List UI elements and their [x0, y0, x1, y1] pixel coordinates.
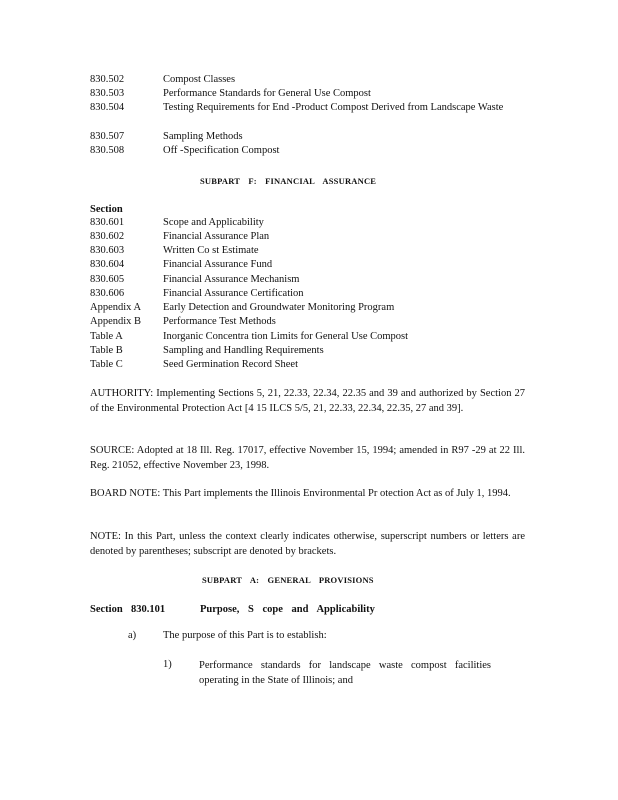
toc-title: Financial Assurance Certification	[163, 288, 304, 299]
toc-title: Financial Assurance Plan	[163, 231, 270, 242]
toc-number: Table C	[90, 359, 123, 370]
toc-title: Compost Classes	[163, 74, 236, 85]
toc-number: 830.502	[90, 74, 125, 85]
toc-title: Written Co st Estimate	[163, 245, 259, 256]
toc-number: 830.504	[90, 102, 125, 113]
source-paragraph: SOURCE: Adopted at 18 Ill. Reg. 17017, effective November 15, 1994; amended in R97 -29 at 22 Ill. Reg. 21052, effective November 23, 1998.	[90, 445, 525, 471]
toc-number: 830.604	[90, 259, 125, 270]
toc-title: Early Detection and Groundwater Monitoring Program	[163, 302, 395, 313]
subpart-f-heading: SUBPART F: FINANCIAL ASSURANCE	[200, 176, 377, 186]
section-label: Section	[90, 204, 123, 215]
toc-number: Table B	[90, 345, 123, 356]
toc-title: Scope and Applicability	[163, 217, 264, 228]
toc-title: Financial Assurance Mechanism	[163, 274, 300, 285]
toc-title: Sampling and Handling Requirements	[163, 345, 324, 356]
toc-number: 830.602	[90, 231, 125, 242]
toc-title: Seed Germination Record Sheet	[163, 359, 299, 370]
section-heading-title: Purpose, S cope and Applicability	[200, 604, 375, 615]
section-heading-number: 830.101	[131, 604, 166, 615]
item-1-text: Performance standards for landscape waste compost facilities operating in the State of Illinois; and	[199, 660, 491, 686]
toc-number: 830.507	[90, 131, 125, 142]
item-a-text: The purpose of this Part is to establish:	[163, 630, 327, 641]
toc-title: Performance Standards for General Use Compost	[163, 88, 371, 99]
authority-paragraph: AUTHORITY: Implementing Sections 5, 21, 22.33, 22.34, 22.35 and 39 and authorized by Section 27 of the Environmental Protection Act [4 15 ILCS 5/5, 21, 22.33, 22.34, 22.35, 27 and 39].	[90, 388, 525, 414]
toc-number: 830.605	[90, 274, 125, 285]
toc-number: 830.508	[90, 145, 125, 156]
section-heading-label: Section	[90, 604, 123, 615]
board-note-paragraph: BOARD NOTE: This Part implements the Illinois Environmental Pr otection Act as of July 1, 1994.	[90, 488, 511, 499]
toc-title: Financial Assurance Fund	[163, 259, 273, 270]
toc-number: Appendix B	[90, 316, 142, 327]
toc-title: Sampling Methods	[163, 131, 243, 142]
item-a-marker: a)	[128, 630, 137, 641]
subpart-a-heading: SUBPART A: GENERAL PROVISIONS	[202, 575, 374, 585]
item-1-marker: 1)	[163, 659, 172, 670]
toc-title: Inorganic Concentra tion Limits for General Use Compost	[163, 331, 409, 342]
toc-number: 830.503	[90, 88, 125, 99]
toc-number: 830.603	[90, 245, 125, 256]
toc-title: Performance Test Methods	[163, 316, 276, 327]
toc-title: Off -Specification Compost	[163, 145, 280, 156]
note-paragraph: NOTE: In this Part, unless the context clearly indicates otherwise, superscript numbers or letters are denoted by parentheses; subscript are denoted by brackets.	[90, 531, 525, 557]
toc-number: 830.601	[90, 217, 125, 228]
toc-number: 830.606	[90, 288, 125, 299]
toc-title: Testing Requirements for End -Product Compost Derived from Landscape Waste	[163, 102, 504, 113]
toc-number: Table A	[90, 331, 123, 342]
toc-number: Appendix A	[90, 302, 142, 313]
